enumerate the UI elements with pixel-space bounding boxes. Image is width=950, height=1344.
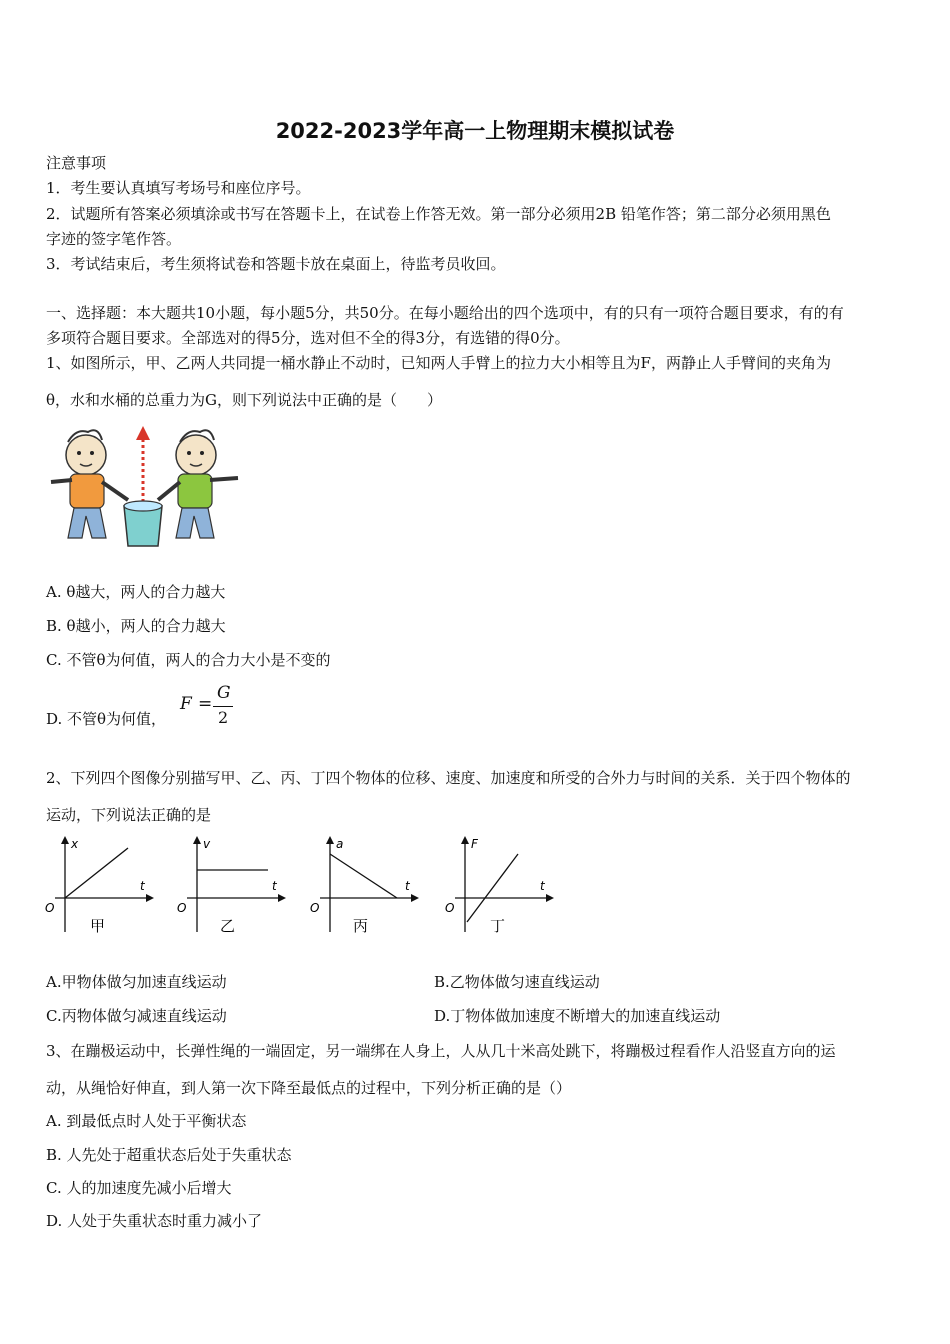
graph-caption: 丙 bbox=[353, 917, 369, 935]
notice-item: 3．考试结束后，考生须将试卷和答题卡放在桌面上，待监考员收回。 bbox=[46, 255, 506, 273]
origin-label: O bbox=[310, 901, 320, 915]
graph-yi-v-t bbox=[172, 832, 292, 942]
section-instructions: 多项符合题目要求。全部选对的得5分，选对但不全的得3分，有选错的得0分。 bbox=[46, 329, 570, 347]
formula-denominator: 2 bbox=[218, 708, 229, 727]
graph-bing-a-t bbox=[305, 832, 425, 942]
q3-option-b: B. 人先处于超重状态后处于失重状态 bbox=[46, 1146, 292, 1164]
graph-line bbox=[330, 854, 397, 898]
left-person-figure bbox=[51, 430, 128, 538]
question-1-stem: θ，水和水桶的总重力为G，则下列说法中正确的是（ ） bbox=[46, 391, 443, 409]
y-axis-label: a bbox=[336, 837, 344, 851]
fraction-bar bbox=[213, 706, 233, 707]
section-instructions: 一、选择题：本大题共10小题，每小题5分，共50分。在每小题给出的四个选项中，有的只有一项符合题目要求，有的有 bbox=[46, 304, 844, 322]
formula-f-equals-g-over-2 bbox=[180, 683, 240, 729]
x-axis-label: t bbox=[140, 879, 145, 893]
y-axis-arrow bbox=[61, 836, 69, 844]
q1-option-c: C. 不管θ为何值，两人的合力大小是不变的 bbox=[46, 651, 331, 669]
question-3-stem: 3、在蹦极运动中，长弹性绳的一端固定，另一端绑在人身上，人从几十米高处跳下，将蹦极过程看作人沿竖直方向的运 bbox=[46, 1042, 836, 1060]
x-axis-arrow bbox=[411, 894, 419, 902]
question-1-stem: 1、如图所示，甲、乙两人共同提一桶水静止不动时，已知两人手臂上的拉力大小相等且为F，两静止人手臂间的夹角为 bbox=[46, 354, 831, 372]
question-2-stem: 2、下列四个图像分别描写甲、乙、丙、丁四个物体的位移、速度、加速度和所受的合外力与时间的关系．关于四个物体的 bbox=[46, 769, 851, 787]
formula-equals: = bbox=[198, 694, 213, 714]
y-axis-label: v bbox=[203, 837, 211, 851]
graph-ding-f-t bbox=[440, 832, 560, 942]
two-people-carrying-bucket-illustration bbox=[46, 420, 246, 555]
origin-label: O bbox=[45, 901, 55, 915]
notice-item: 2．试题所有答案必须填涂或书写在答题卡上，在试卷上作答无效。第一部分必须用2B 铅笔作答；第二部分必须用黑色 bbox=[46, 205, 831, 223]
graph-caption: 乙 bbox=[220, 917, 236, 935]
notice-heading: 注意事项 bbox=[46, 154, 107, 172]
q1-option-d: D. 不管θ为何值， bbox=[46, 710, 167, 728]
notice-item: 字迹的签字笔作答。 bbox=[46, 230, 182, 248]
q1-option-b: B. θ越小，两人的合力越大 bbox=[46, 617, 226, 635]
q2-option-c: C.丙物体做匀减速直线运动 bbox=[46, 1007, 227, 1025]
x-axis-label: t bbox=[405, 879, 410, 893]
q3-option-a: A. 到最低点时人处于平衡状态 bbox=[46, 1112, 247, 1130]
right-person-figure bbox=[158, 430, 238, 538]
graph-jia-x-t bbox=[40, 832, 160, 942]
graph-caption: 丁 bbox=[490, 917, 506, 935]
question-3-stem: 动，从绳恰好伸直，到人第一次下降至最低点的过程中，下列分析正确的是（） bbox=[46, 1079, 572, 1097]
y-axis-arrow bbox=[326, 836, 334, 844]
y-axis-arrow bbox=[193, 836, 201, 844]
graph-line bbox=[467, 854, 518, 922]
graph-caption: 甲 bbox=[90, 917, 106, 935]
q2-option-b: B.乙物体做匀速直线运动 bbox=[434, 973, 600, 991]
x-axis-label: t bbox=[540, 879, 545, 893]
resultant-force-arrow bbox=[136, 426, 150, 508]
question-2-stem: 运动，下列说法正确的是 bbox=[46, 806, 212, 824]
origin-label: O bbox=[445, 901, 455, 915]
water-bucket bbox=[124, 501, 162, 546]
q3-option-c: C. 人的加速度先减小后增大 bbox=[46, 1179, 232, 1197]
origin-label: O bbox=[177, 901, 187, 915]
x-axis-label: t bbox=[272, 879, 277, 893]
page-title: 2022-2023学年高一上物理期末模拟试卷 bbox=[275, 119, 675, 143]
q2-option-d: D.丁物体做加速度不断增大的加速直线运动 bbox=[434, 1007, 721, 1025]
q3-option-d: D. 人处于失重状态时重力减小了 bbox=[46, 1212, 263, 1230]
notice-item: 1．考生要认真填写考场号和座位序号。 bbox=[46, 179, 311, 197]
q1-option-a: A. θ越大，两人的合力越大 bbox=[46, 583, 226, 601]
x-axis-arrow bbox=[278, 894, 286, 902]
x-axis-arrow bbox=[546, 894, 554, 902]
x-axis-arrow bbox=[146, 894, 154, 902]
y-axis-label: F bbox=[471, 837, 478, 851]
y-axis-arrow bbox=[461, 836, 469, 844]
graph-line bbox=[65, 848, 128, 898]
q2-option-a: A.甲物体做匀加速直线运动 bbox=[46, 973, 227, 991]
y-axis-label: x bbox=[71, 837, 79, 851]
formula-numerator: G bbox=[217, 683, 231, 703]
formula-lhs: F bbox=[180, 694, 192, 714]
